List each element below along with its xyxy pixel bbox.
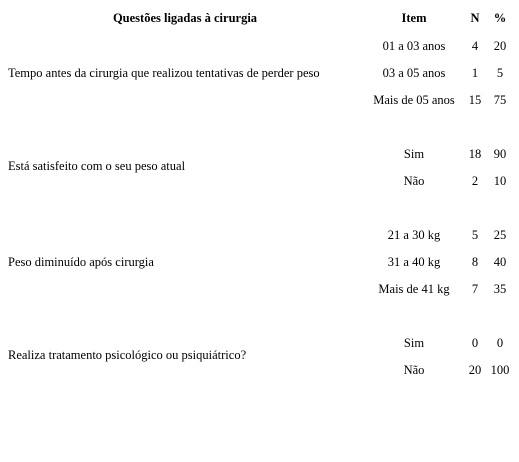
- row-item: Sim: [403, 147, 425, 161]
- group-question: Tempo antes da cirurgia que realizou tentativas de perder peso: [8, 66, 320, 80]
- row-item: Mais de 41 kg: [378, 282, 450, 296]
- row-pct: 25: [493, 228, 507, 242]
- group-question: Peso diminuído após cirurgia: [8, 255, 154, 269]
- row-item: Não: [403, 174, 425, 188]
- row-pct: 20: [493, 39, 507, 53]
- row-n: 15: [468, 93, 482, 107]
- row-n: 5: [471, 228, 479, 242]
- row-pct: 75: [493, 93, 507, 107]
- row-n: 20: [468, 363, 482, 377]
- row-n: 7: [471, 282, 479, 296]
- row-item: 31 a 40 kg: [387, 255, 441, 269]
- header-item: Item: [401, 11, 427, 25]
- group-question: Realiza tratamento psicológico ou psiquiátrico?: [8, 348, 247, 362]
- header-n: N: [470, 11, 480, 25]
- row-n: 1: [471, 66, 479, 80]
- row-pct: 35: [493, 282, 507, 296]
- row-item: Não: [403, 363, 425, 377]
- row-n: 0: [471, 336, 479, 350]
- row-pct: 40: [493, 255, 507, 269]
- row-n: 8: [471, 255, 479, 269]
- row-pct: 0: [496, 336, 504, 350]
- header-question: Questões ligadas à cirurgia: [112, 11, 258, 25]
- row-n: 2: [471, 174, 479, 188]
- row-item: Sim: [403, 336, 425, 350]
- row-pct: 5: [496, 66, 504, 80]
- row-pct: 90: [493, 147, 507, 161]
- row-item: Mais de 05 anos: [373, 93, 455, 107]
- group-question: Está satisfeito com o seu peso atual: [8, 159, 186, 173]
- row-pct: 100: [490, 363, 510, 377]
- row-item: 01 a 03 anos: [382, 39, 446, 53]
- row-n: 18: [468, 147, 482, 161]
- row-pct: 10: [493, 174, 507, 188]
- row-item: 03 a 05 anos: [382, 66, 446, 80]
- row-n: 4: [471, 39, 479, 53]
- row-item: 21 a 30 kg: [387, 228, 441, 242]
- header-pct: %: [493, 11, 507, 25]
